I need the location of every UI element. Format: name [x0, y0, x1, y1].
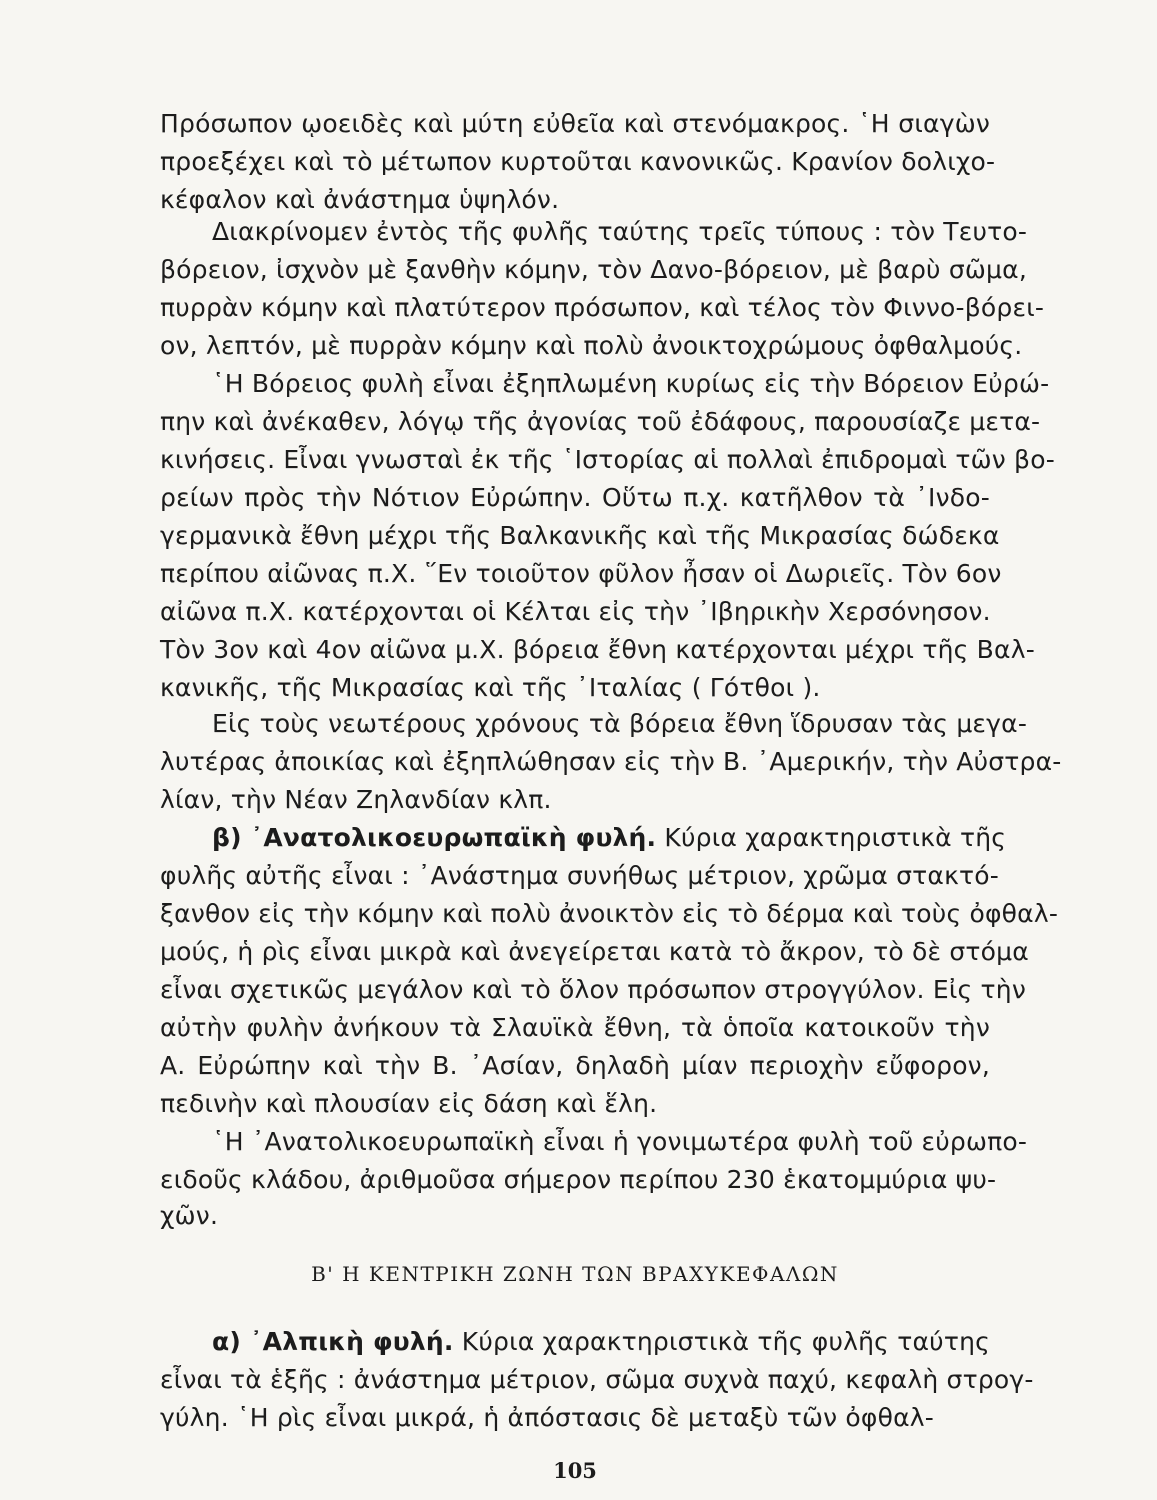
text-line: εἶναι τὰ ἑξῆς : ἀνάστημα μέτριον, σῶμα συχνὰ παχύ, κεφαλὴ στρογ- [160, 1365, 1034, 1394]
text-line: αἰῶνα π.Χ. κατέρχονται οἱ Κέλται εἰς τὴν ᾿Ιβηρικὴν Χερσόνησον. [160, 597, 991, 626]
text-span: Κύρια χαρακτηριστικὰ τῆς φυλῆς ταύτης [453, 1327, 990, 1356]
text-line: πην καὶ ἀνέκαθεν, λόγῳ τῆς ἀγονίας τοῦ ἐδάφους, παρουσίαζε μετα- [160, 407, 1041, 436]
text-line: Τὸν 3ον καὶ 4ον αἰῶνα μ.Χ. βόρεια ἔθνη κατέρχονται μέχρι τῆς Βαλ- [160, 635, 1035, 664]
text-line: εἶναι σχετικῶς μεγάλον καὶ τὸ ὅλον πρόσωπον στρογγύλον. Εἰς τὴν [160, 975, 1026, 1004]
text-line: κινήσεις. Εἶναι γνωσταὶ ἐκ τῆς ῾Ιστορίας αἱ πολλαὶ ἐπιδρομαὶ τῶν βο- [160, 445, 1055, 474]
text-line: ρείων πρὸς τὴν Νότιον Εὐρώπην. Οὕτω π.χ. κατῆλθον τὰ ᾿Ινδο- [160, 483, 990, 512]
text-line: Διακρίνομεν ἐντὸς τῆς φυλῆς ταύτης τρεῖς τύπους : τὸν Τευτο- [212, 217, 1028, 246]
text-line: χῶν. [160, 1201, 219, 1230]
text-line: πυρρὰν κόμην καὶ πλατύτερον πρόσωπον, καὶ τέλος τὸν Φιννο-βόρει- [160, 293, 1045, 322]
text-line: κανικῆς, τῆς Μικρασίας καὶ τῆς ᾿Ιταλίας ( Γότθοι ). [160, 673, 821, 702]
text-line: κέφαλον καὶ ἀνάστημα ὑψηλόν. [160, 185, 560, 214]
text-line: γύλη. ῾Η ρὶς εἶναι μικρά, ἡ ἀπόστασις δὲ μεταξὺ τῶν ὀφθαλ- [160, 1403, 935, 1432]
text-line: ῾Η ᾿Ανατολικοευρωπαϊκὴ εἶναι ἡ γονιμωτέρα φυλὴ τοῦ εὐρωπο- [212, 1127, 1028, 1156]
text-line: αὐτὴν φυλὴν ἀνήκουν τὰ Σλαυϊκὰ ἔθνη, τὰ ὁποῖα κατοικοῦν τὴν [160, 1013, 990, 1042]
text-line: λίαν, τὴν Νέαν Ζηλανδίαν κλπ. [160, 785, 552, 814]
text-span: Κύρια χαρακτηριστικὰ τῆς [656, 823, 1007, 852]
text-line: ῾Η Βόρειος φυλὴ εἶναι ἐξηπλωμένη κυρίως εἰς τὴν Βόρειον Εὐρώ- [212, 369, 1050, 398]
text-line: Εἰς τοὺς νεωτέρους χρόνους τὰ βόρεια ἔθνη ἵδρυσαν τὰς μεγα- [212, 709, 1028, 738]
text-line: προεξέχει καὶ τὸ μέτωπον κυρτοῦται κανονικῶς. Κρανίον δολιχο- [160, 147, 996, 176]
text-line: μούς, ἡ ρὶς εἶναι μικρὰ καὶ ἀνεγείρεται κατὰ τὸ ἄκρον, τὸ δὲ στόμα [160, 937, 1029, 966]
page-number: 105 [553, 1458, 597, 1483]
text-line: φυλῆς αὐτῆς εἶναι : ᾿Ανάστημα συνήθως μέτριον, χρῶμα στακτό- [160, 861, 999, 890]
text-line: ξανθον εἰς τὴν κόμην καὶ πολὺ ἀνοικτὸν εἰς τὸ δέρμα καὶ τοὺς ὀφθαλ- [160, 899, 1059, 928]
text-line: Α. Εὐρώπην καὶ τὴν Β. ᾿Ασίαν, δηλαδὴ μίαν περιοχὴν εὔφορον, [160, 1051, 990, 1080]
text-line: βόρειον, ἰσχνὸν μὲ ξανθὴν κόμην, τὸν Δανο-βόρειον, μὲ βαρὺ σῶμα, [160, 255, 1027, 284]
text-line: λυτέρας ἀποικίας καὶ ἐξηπλώθησαν εἰς τὴν Β. ᾿Αμερικήν, τὴν Αὐστρα- [160, 747, 1062, 776]
text-line: περίπου αἰῶνας π.Χ. ῞Εν τοιοῦτον φῦλον ἦσαν οἱ Δωριεῖς. Τὸν 6ον [160, 559, 1002, 588]
text-line: ον, λεπτόν, μὲ πυρρὰν κόμην καὶ πολὺ ἀνοικτοχρώμους ὀφθαλμούς. [160, 331, 1023, 360]
text-line: ειδοῦς κλάδου, ἀριθμοῦσα σήμερον περίπου 230 ἑκατομμύρια ψυ- [160, 1165, 997, 1194]
section-alpha-label: α) ᾿Αλπικὴ φυλή. [212, 1327, 454, 1356]
text-line: Πρόσωπον ῳοειδὲς καὶ μύτη εὐθεῖα καὶ στενόμακρος. ῾Η σιαγὼν [160, 109, 990, 138]
text-line: πεδινὴν καὶ πλουσίαν εἰς δάση καὶ ἕλη. [160, 1089, 658, 1118]
section-heading: Β' Η ΚΕΝΤΡΙΚΗ ΖΩΝΗ ΤΩΝ ΒΡΑΧΥΚΕΦΑΛΩΝ [311, 1262, 839, 1286]
section-beta-first-line [160, 819, 1007, 857]
section-alpha-first-line [160, 1323, 990, 1361]
section-beta-label: β) ᾿Ανατολικοευρωπαϊκὴ φυλή. [212, 823, 657, 852]
text-line: γερμανικὰ ἔθνη μέχρι τῆς Βαλκανικῆς καὶ τῆς Μικρασίας δώδεκα [160, 521, 1000, 550]
